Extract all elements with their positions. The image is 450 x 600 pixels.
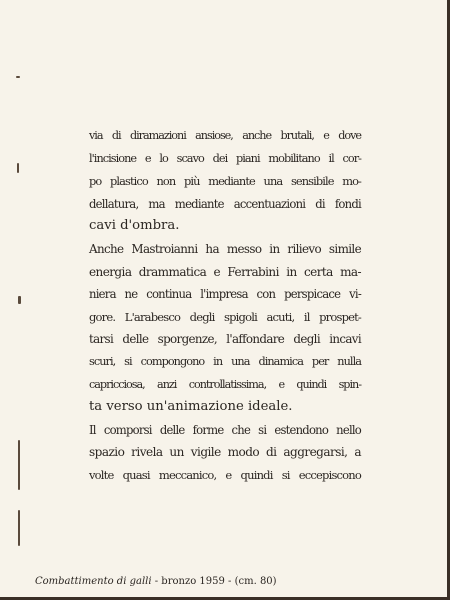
text-line: po plastico non più mediante una sensibile mo- [89, 174, 361, 189]
body-text [89, 125, 361, 487]
binding-mark-1 [16, 76, 20, 78]
text-line: capricciosa, anzi controllatissima, e quindi spin- [89, 377, 361, 391]
text-line: volte quasi meccanico, e quindi si eccepiscono [89, 467, 361, 482]
text-line: Anche Mastroianni ha messo in rilievo simile [89, 241, 361, 256]
text-line: gore. L'arabesco degli spigoli acuti, il prospet- [89, 309, 361, 324]
text-line: via di diramazioni ansiose, anche brutali, e dove [89, 129, 361, 142]
binding-mark-5 [18, 510, 20, 546]
text-line: Il comporsi delle forme che si estendono nello [89, 422, 361, 437]
text-line: niera ne continua l'impresa con perspicace vi- [89, 287, 361, 302]
text-line: tarsi delle sporgenze, l'affondare degli incavi [89, 332, 361, 347]
binding-mark-2 [17, 163, 19, 173]
text-line: dellatura, ma mediante accentuazioni di fondi [89, 196, 361, 211]
text-line: l'incisione e lo scavo dei piani mobilitano il cor- [89, 151, 361, 165]
caption-details: - bronzo 1959 - (cm. 80) [154, 576, 277, 587]
figure-caption [35, 576, 277, 587]
binding-mark-3 [18, 296, 21, 304]
text-line: energia drammatica e Ferrabini in certa ma- [89, 264, 361, 279]
caption-title: Combattimento di galli [35, 576, 152, 587]
binding-mark-4 [18, 440, 20, 490]
text-line: scuri, si compongono in una dinamica per nulla [89, 354, 361, 368]
text-line: ta verso un'animazione ideale. [89, 399, 293, 415]
text-line: spazio rivela un vigile modo di aggregarsi, a [89, 445, 361, 460]
text-line: cavi d'ombra. [89, 218, 180, 234]
